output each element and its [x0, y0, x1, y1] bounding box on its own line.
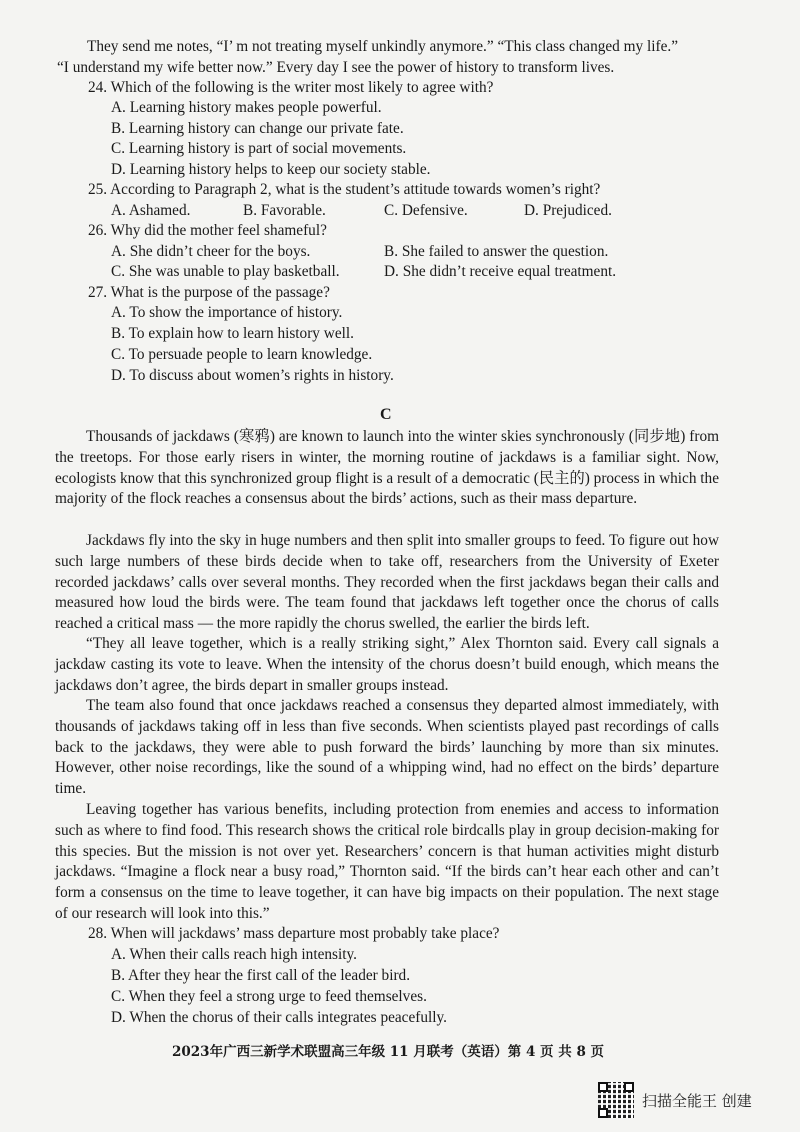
- q25-option-d: D. Prejudiced.: [524, 202, 612, 219]
- q26-option-b: B. She failed to answer the question.: [384, 243, 609, 260]
- q28-option-c: C. When they feel a strong urge to feed themselves.: [111, 988, 427, 1005]
- q25-option-b: B. Favorable.: [243, 202, 326, 219]
- q27-option-c: C. To persuade people to learn knowledge.: [111, 346, 373, 363]
- scanner-watermark-text: 扫描全能王 创建: [642, 1091, 752, 1110]
- q27-option-a: A. To show the importance of history.: [111, 304, 343, 321]
- question-24-stem: 24. Which of the following is the writer most likely to agree with?: [88, 79, 494, 96]
- q24-option-b: B. Learning history can change our private fate.: [111, 120, 404, 137]
- q28-option-a: A. When their calls reach high intensity.: [111, 946, 357, 963]
- passage-paragraph-1: Thousands of jackdaws (寒鸦) are known to launch into the winter skies synchronously (同步地) from the treetops. For those early risers in winter, the morning routine of jackdaws is a familiar sight. Now, ecologists know that this synchronized group flight is a result of a democratic (民主的) process in which the majority of the flock reaches a consensus about the birds’ actions, such as their mass departure.: [55, 428, 719, 508]
- q26-option-a: A. She didn’t cheer for the boys.: [111, 243, 311, 260]
- intro-line-2: “I understand my wife better now.” Every day I see the power of history to transform lives.: [57, 59, 615, 76]
- question-28-stem: 28. When will jackdaws’ mass departure most probably take place?: [88, 925, 500, 942]
- section-c-heading: C: [380, 406, 392, 423]
- q27-option-d: D. To discuss about women’s rights in history.: [111, 367, 394, 384]
- passage-paragraph-5: Leaving together has various benefits, including protection from enemies and access to information such as where to find food. This research shows the critical role birdcalls play in group decision-making for this species. But the mission is not over yet. Researchers’ concern is that human activities might disturb jackdaws. “Imagine a flock near a busy road,” Thornton said. “If the birds can’t hear each other and can’t form a consensus on the time to leave together, it can have big impacts on their population. The next stage of our research will look into this.”: [55, 801, 719, 922]
- question-25-stem: 25. According to Paragraph 2, what is the student’s attitude towards women’s right?: [88, 181, 601, 198]
- q24-option-a: A. Learning history makes people powerful.: [111, 99, 382, 116]
- q25-option-a: A. Ashamed.: [111, 202, 191, 219]
- question-26-stem: 26. Why did the mother feel shameful?: [88, 222, 327, 239]
- scanner-watermark: [598, 1082, 752, 1118]
- q28-option-b: B. After they hear the first call of the leader bird.: [111, 967, 411, 984]
- q28-option-d: D. When the chorus of their calls integrates peacefully.: [111, 1009, 447, 1026]
- passage-paragraph-3: “They all leave together, which is a really striking sight,” Alex Thornton said. Every call signals a jackdaw casting its vote to leave. When the intensity of the chorus doesn’t build enough, which means the jackdaws don’t agree, the birds depart in smaller groups instead.: [55, 635, 719, 694]
- q25-option-c: C. Defensive.: [384, 202, 468, 219]
- q24-option-c: C. Learning history is part of social movements.: [111, 140, 407, 157]
- q26-option-d: D. She didn’t receive equal treatment.: [384, 263, 617, 280]
- page-footer: 2023年广西三新学术联盟高三年级 11 月联考（英语）第 4 页 共 8 页: [172, 1044, 605, 1060]
- intro-line-1: They send me notes, “I’ m not treating myself unkindly anymore.” “This class changed my life.”: [87, 38, 679, 55]
- q24-option-d: D. Learning history helps to keep our society stable.: [111, 161, 431, 178]
- q27-option-b: B. To explain how to learn history well.: [111, 325, 354, 342]
- qr-code-icon: [598, 1082, 634, 1118]
- q26-option-c: C. She was unable to play basketball.: [111, 263, 340, 280]
- passage-paragraph-2: Jackdaws fly into the sky in huge numbers and then split into smaller groups to feed. To figure out how such large numbers of these birds decide when to take off, researchers from the University of Exeter recorded jackdaws’ calls over several months. They recorded when the first jackdaws began their calls and measured how loud the birds were. The team found that jackdaws left together once the chorus of calls reached a critical mass — the more rapidly the chorus swelled, the earlier the birds left.: [55, 532, 719, 633]
- question-27-stem: 27. What is the purpose of the passage?: [88, 284, 330, 301]
- passage-paragraph-4: The team also found that once jackdaws reached a consensus they departed almost immediately, with thousands of jackdaws taking off in less than five seconds. When scientists played past recordings of calls back to the jackdaws, they were able to push forward the birds’ launching by more than six minutes. However, other noise recordings, like the sound of a whipping wind, had no effect on the birds’ departure time.: [55, 697, 719, 798]
